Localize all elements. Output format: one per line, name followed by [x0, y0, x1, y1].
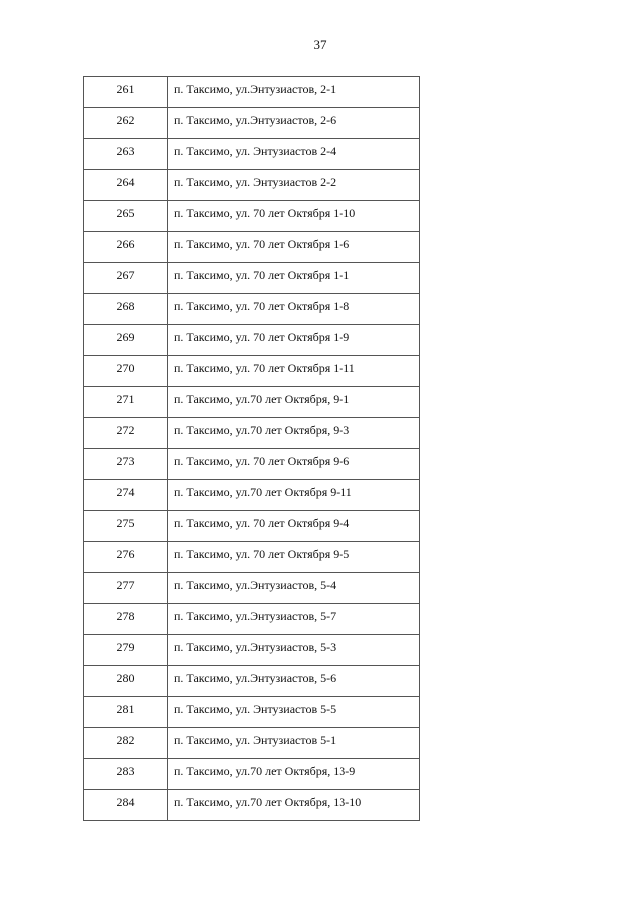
- address-cell: п. Таксимо, ул.Энтузиастов, 2-1: [168, 77, 420, 108]
- address-cell: п. Таксимо, ул. 70 лет Октября 1-6: [168, 232, 420, 263]
- row-number-cell: 269: [84, 325, 168, 356]
- table-row: [84, 790, 420, 821]
- address-cell: п. Таксимо, ул. 70 лет Октября 1-8: [168, 294, 420, 325]
- address-cell: п. Таксимо, ул.Энтузиастов, 5-7: [168, 604, 420, 635]
- row-number-cell: 268: [84, 294, 168, 325]
- address-cell: п. Таксимо, ул. 70 лет Октября 9-6: [168, 449, 420, 480]
- row-number-cell: 277: [84, 573, 168, 604]
- address-cell: п. Таксимо, ул.70 лет Октября, 9-1: [168, 387, 420, 418]
- table-row: [84, 356, 420, 387]
- row-number-cell: 283: [84, 759, 168, 790]
- address-cell: п. Таксимо, ул. 70 лет Октября 1-10: [168, 201, 420, 232]
- address-cell: п. Таксимо, ул. Энтузиастов 5-5: [168, 697, 420, 728]
- row-number-cell: 272: [84, 418, 168, 449]
- page-number: 37: [313, 37, 327, 52]
- row-number-cell: 261: [84, 77, 168, 108]
- address-cell: п. Таксимо, ул.70 лет Октября, 9-3: [168, 418, 420, 449]
- address-cell: п. Таксимо, ул.Энтузиастов, 5-4: [168, 573, 420, 604]
- row-number-cell: 271: [84, 387, 168, 418]
- row-number-cell: 282: [84, 728, 168, 759]
- address-table: [83, 76, 420, 821]
- row-number-cell: 274: [84, 480, 168, 511]
- table-row: [84, 263, 420, 294]
- table-row: [84, 604, 420, 635]
- row-number-cell: 265: [84, 201, 168, 232]
- row-number-cell: 267: [84, 263, 168, 294]
- table-row: [84, 139, 420, 170]
- table-row: [84, 449, 420, 480]
- address-cell: п. Таксимо, ул.70 лет Октября, 13-10: [168, 790, 420, 821]
- row-number-cell: 262: [84, 108, 168, 139]
- address-cell: п. Таксимо, ул.Энтузиастов, 5-6: [168, 666, 420, 697]
- table-row: [84, 77, 420, 108]
- address-table-body: [84, 77, 420, 821]
- table-row: [84, 325, 420, 356]
- table-row: [84, 387, 420, 418]
- table-row: [84, 728, 420, 759]
- table-row: [84, 635, 420, 666]
- address-cell: п. Таксимо, ул. 70 лет Октября 9-5: [168, 542, 420, 573]
- row-number-cell: 281: [84, 697, 168, 728]
- table-row: [84, 666, 420, 697]
- table-row: [84, 511, 420, 542]
- address-cell: п. Таксимо, ул.70 лет Октября, 13-9: [168, 759, 420, 790]
- table-row: [84, 294, 420, 325]
- row-number-cell: 270: [84, 356, 168, 387]
- table-row: [84, 232, 420, 263]
- table-row: [84, 480, 420, 511]
- address-cell: п. Таксимо, ул. 70 лет Октября 1-9: [168, 325, 420, 356]
- row-number-cell: 284: [84, 790, 168, 821]
- row-number-cell: 263: [84, 139, 168, 170]
- address-cell: п. Таксимо, ул. Энтузиастов 5-1: [168, 728, 420, 759]
- row-number-cell: 264: [84, 170, 168, 201]
- address-cell: п. Таксимо, ул. Энтузиастов 2-4: [168, 139, 420, 170]
- address-cell: п. Таксимо, ул. 70 лет Октября 9-4: [168, 511, 420, 542]
- table-row: [84, 573, 420, 604]
- address-cell: п. Таксимо, ул.Энтузиастов, 5-3: [168, 635, 420, 666]
- row-number-cell: 279: [84, 635, 168, 666]
- table-row: [84, 759, 420, 790]
- row-number-cell: 278: [84, 604, 168, 635]
- row-number-cell: 280: [84, 666, 168, 697]
- address-cell: п. Таксимо, ул.Энтузиастов, 2-6: [168, 108, 420, 139]
- row-number-cell: 266: [84, 232, 168, 263]
- address-cell: п. Таксимо, ул. Энтузиастов 2-2: [168, 170, 420, 201]
- table-row: [84, 201, 420, 232]
- table-row: [84, 170, 420, 201]
- table-row: [84, 108, 420, 139]
- address-cell: п. Таксимо, ул.70 лет Октября 9-11: [168, 480, 420, 511]
- address-cell: п. Таксимо, ул. 70 лет Октября 1-1: [168, 263, 420, 294]
- row-number-cell: 275: [84, 511, 168, 542]
- table-row: [84, 418, 420, 449]
- row-number-cell: 276: [84, 542, 168, 573]
- row-number-cell: 273: [84, 449, 168, 480]
- table-row: [84, 542, 420, 573]
- address-cell: п. Таксимо, ул. 70 лет Октября 1-11: [168, 356, 420, 387]
- table-row: [84, 697, 420, 728]
